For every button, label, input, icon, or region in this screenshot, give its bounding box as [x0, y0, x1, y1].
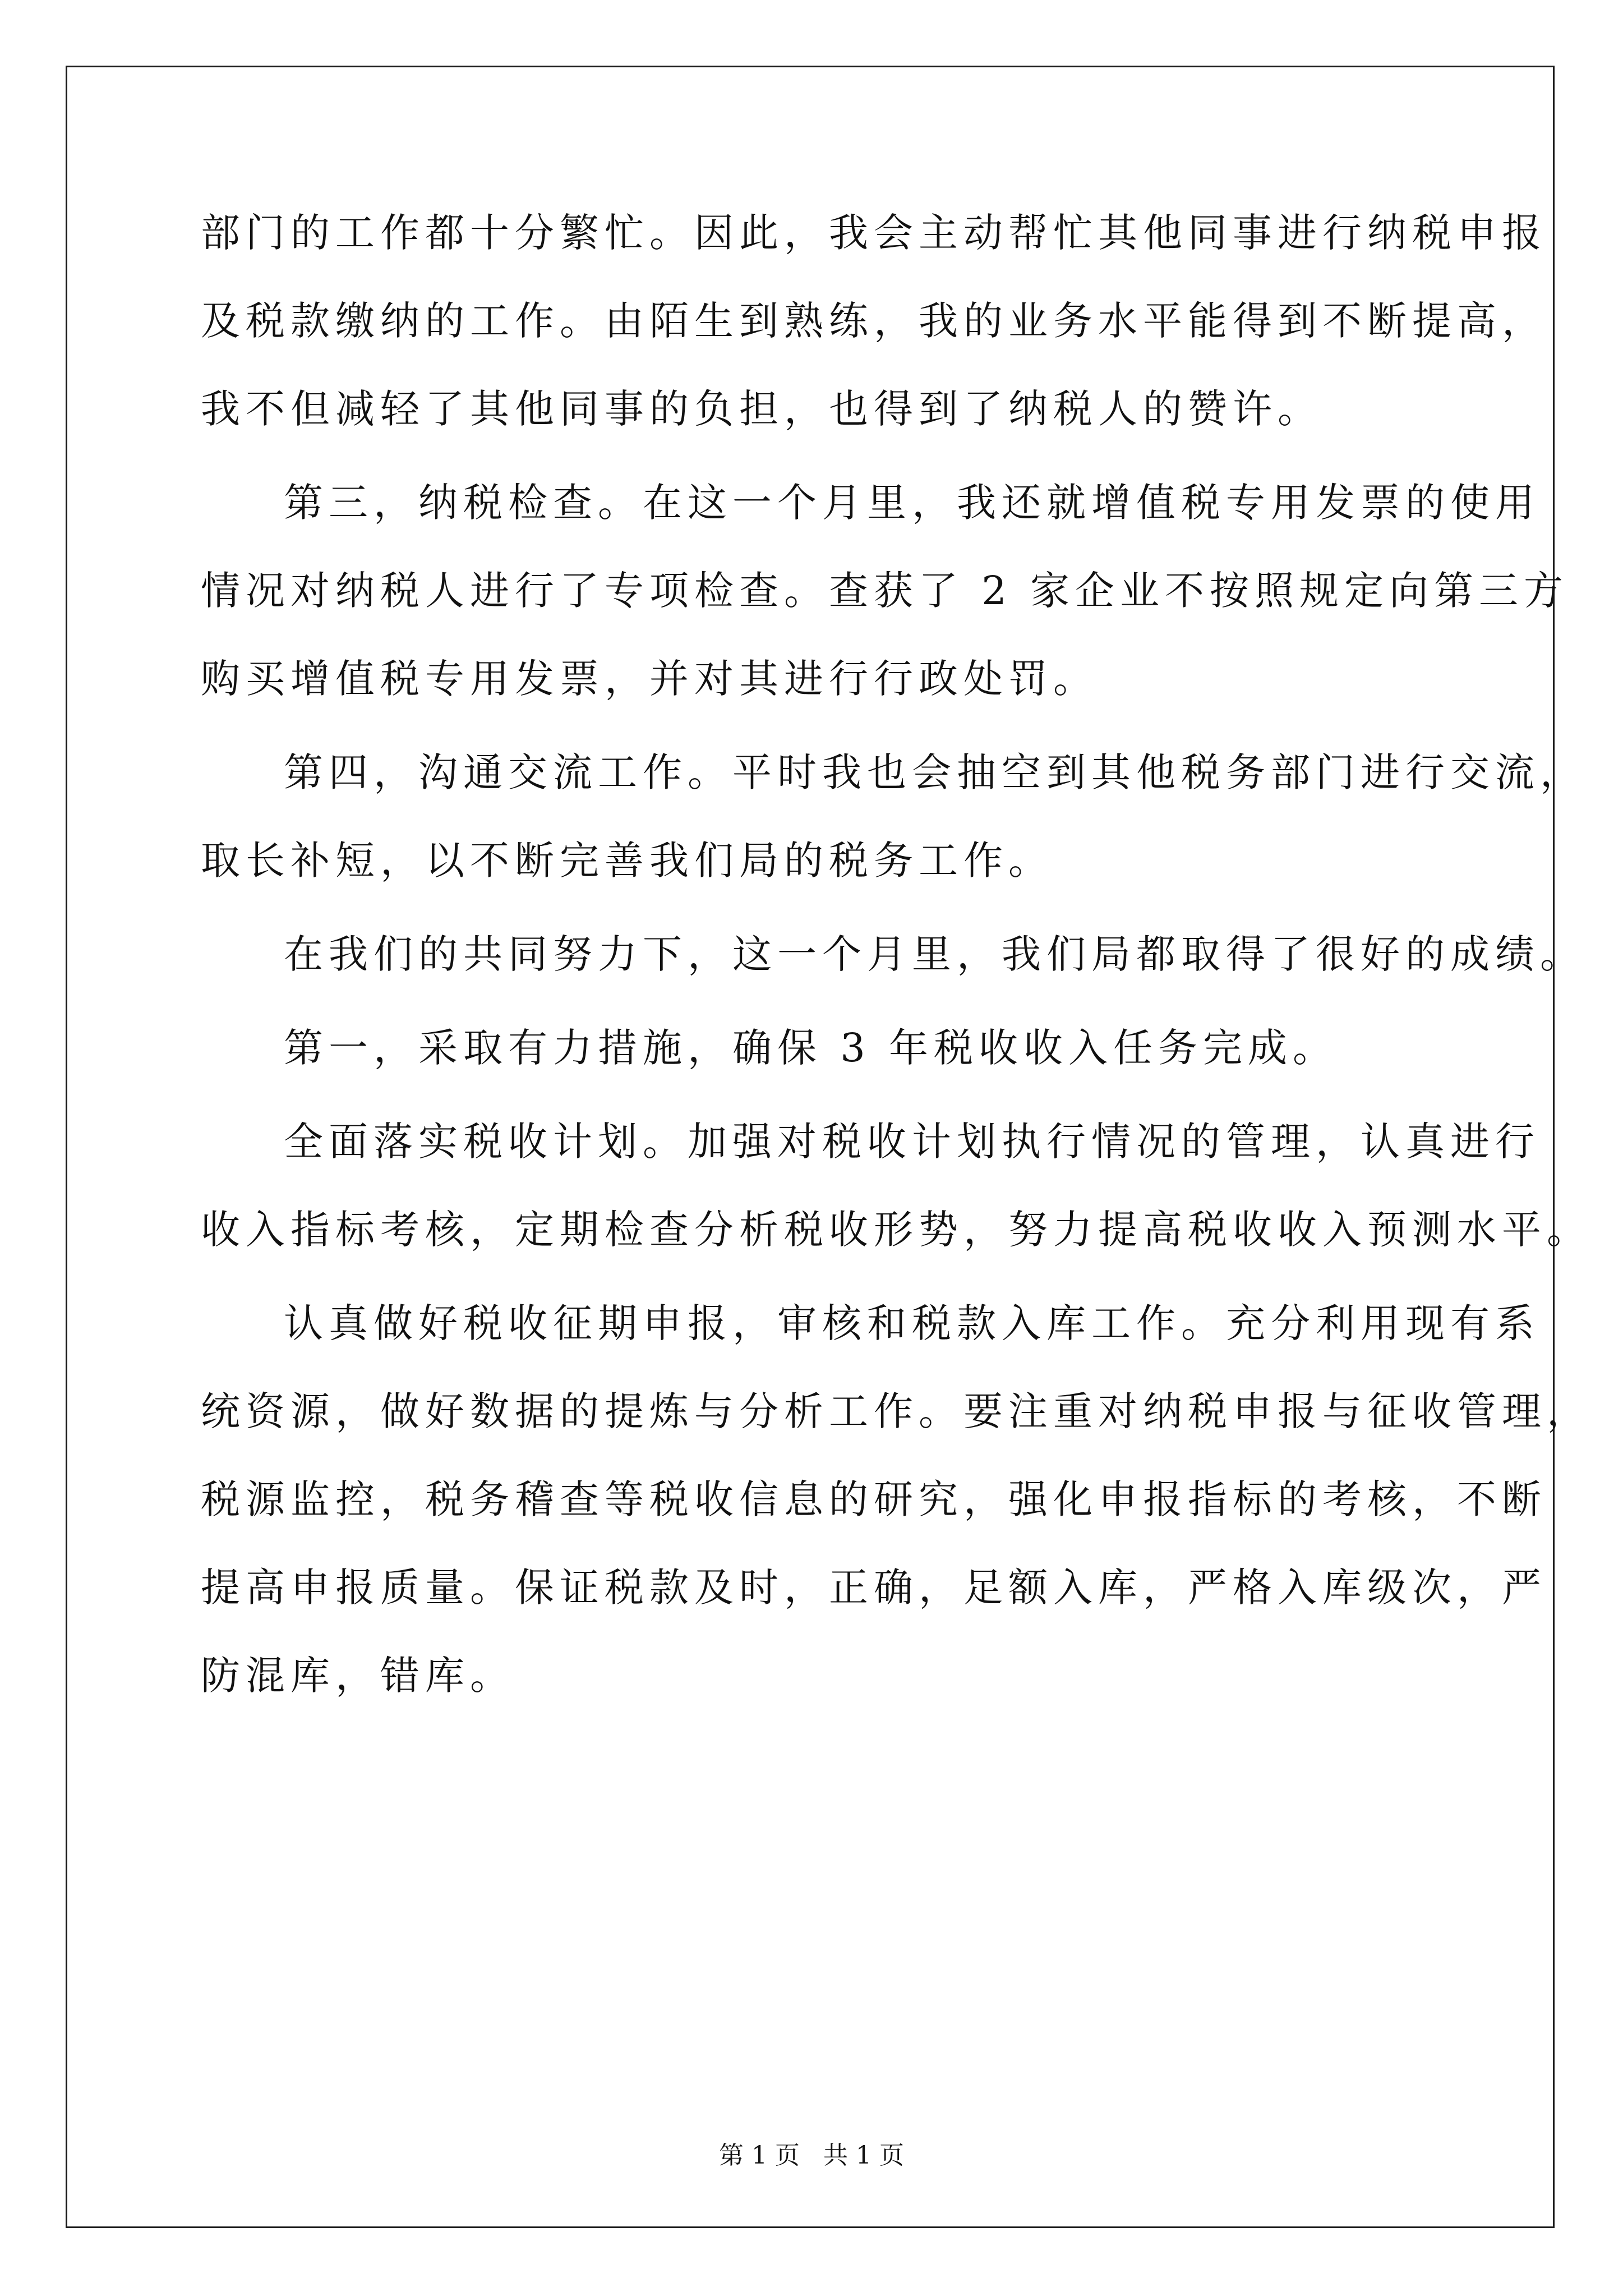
text-line-16: 提高申报质量。保证税款及时，正确，足额入库，严格入库级次，严 — [201, 1565, 1547, 1611]
text-line-3: 我不但减轻了其他同事的负担，也得到了纳税人的赞许。 — [201, 386, 1322, 432]
text-line-2: 及税款缴纳的工作。由陌生到熟练，我的业务水平能得到不断提高， — [201, 298, 1547, 344]
text-line-11: 全面落实税收计划。加强对税收计划执行情况的管理，认真进行 — [284, 1119, 1540, 1165]
text-line-13: 认真做好税收征期申报，审核和税款入库工作。充分利用现有系 — [284, 1300, 1540, 1346]
text-line-6: 购买增值税专用发票，并对其进行行政处罚。 — [201, 656, 1098, 702]
page-footer: 第 1 页 共 1 页 — [719, 2141, 904, 2170]
text-line-17: 防混库，错库。 — [201, 1653, 515, 1699]
text-line-8: 取长补短，以不断完善我们局的税务工作。 — [201, 838, 1053, 884]
text-line-15: 税源监控，税务稽查等税收信息的研究，强化申报指标的考核，不断 — [201, 1476, 1547, 1522]
text-line-4: 第三，纳税检查。在这一个月里，我还就增值税专用发票的使用 — [284, 480, 1540, 526]
text-line-5: 情况对纳税人进行了专项检查。查获了 2 家企业不按照规定向第三方 — [201, 568, 1569, 614]
text-line-1: 部门的工作都十分繁忙。因此，我会主动帮忙其他同事进行纳税申报 — [201, 210, 1547, 256]
text-line-14: 统资源，做好数据的提炼与分析工作。要注重对纳税申报与征收管理， — [201, 1388, 1592, 1434]
text-line-10: 第一，采取有力措施，确保 3 年税收收入任务完成。 — [284, 1025, 1338, 1071]
text-line-12: 收入指标考核，定期检查分析税收形势，努力提高税收收入预测水平。 — [201, 1207, 1592, 1253]
text-line-7: 第四，沟通交流工作。平时我也会抽空到其他税务部门进行交流， — [284, 749, 1585, 795]
text-line-9: 在我们的共同努力下，这一个月里，我们局都取得了很好的成绩。 — [284, 931, 1585, 977]
